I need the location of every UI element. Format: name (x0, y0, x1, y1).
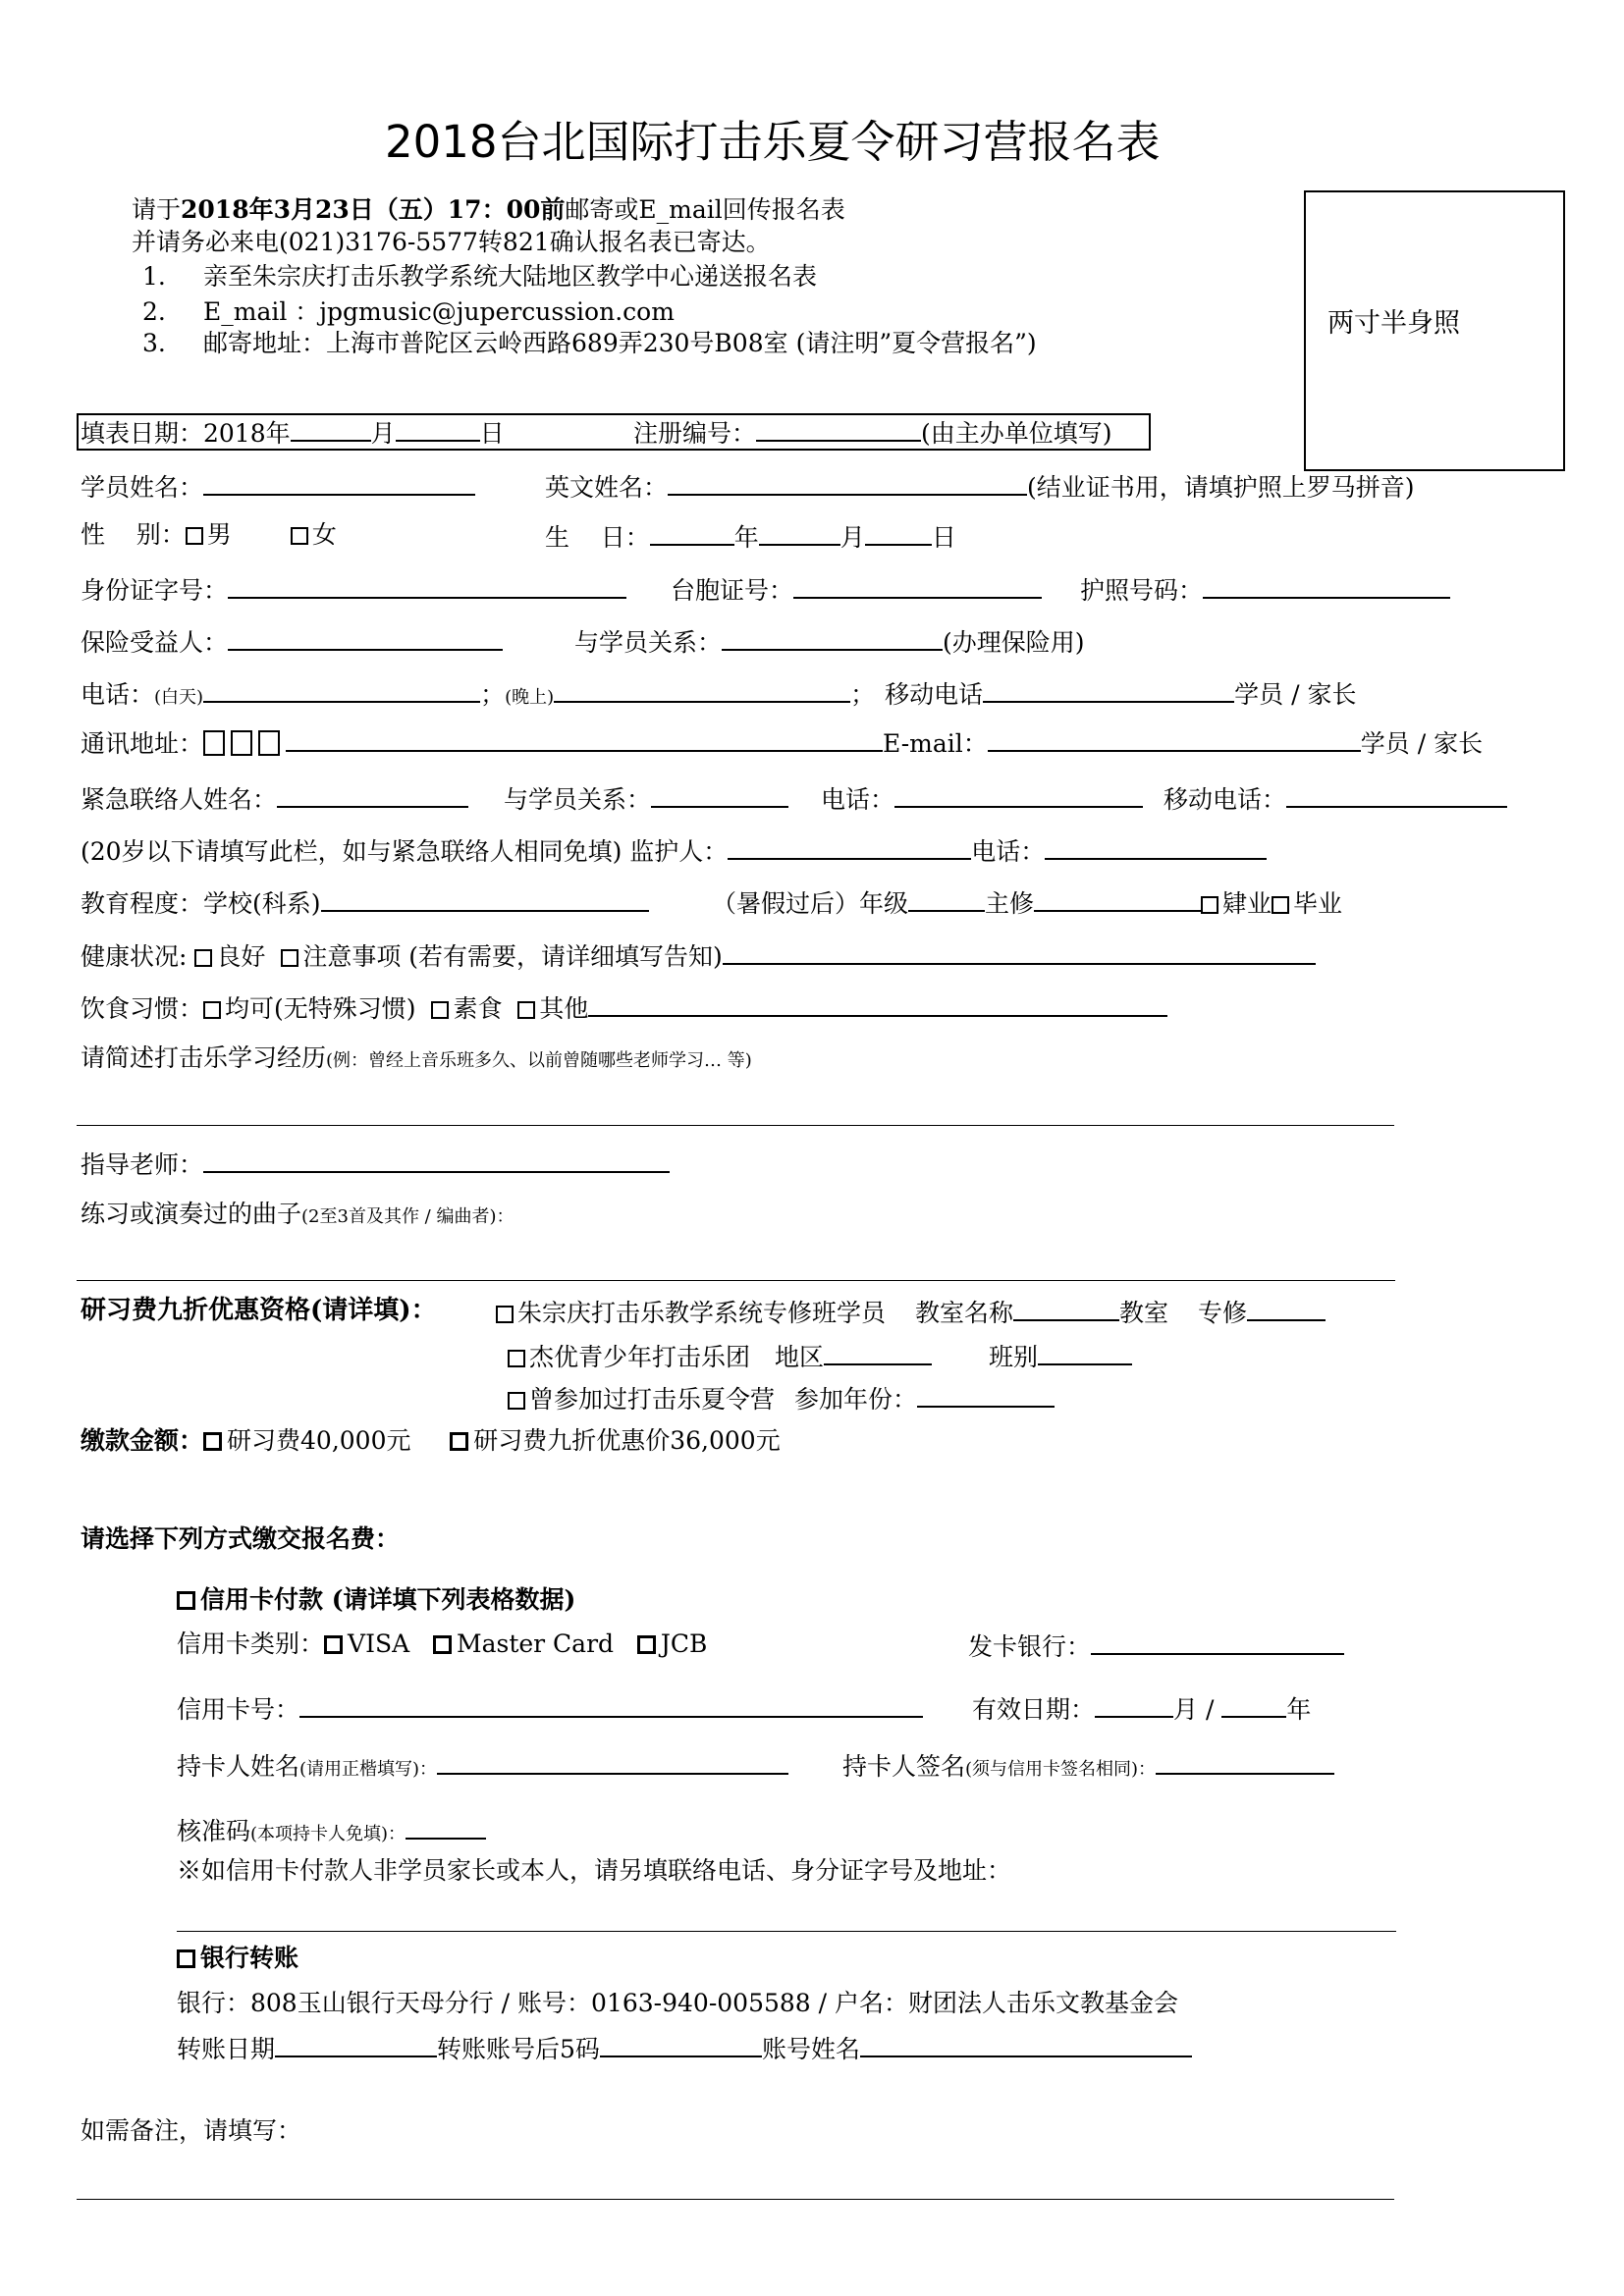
relation-row: 与学员关系： (办理保险用) (574, 625, 1085, 658)
diet-ok-checkbox[interactable] (203, 1001, 221, 1019)
day-field[interactable] (396, 416, 480, 442)
diet-row: 饮食习惯： 均可(无特殊习惯) 素食 其他 (81, 991, 1167, 1024)
discount-label: 研习费九折优惠资格(请详填)： (81, 1296, 437, 1325)
diet-veg-checkbox[interactable] (431, 1001, 449, 1019)
health-row: 健康状况: 良好 注意事项 (若有需要，请详细填写告知) (81, 939, 1316, 972)
account-name-field[interactable] (860, 2032, 1192, 2057)
education-row: 教育程度：学校(科系) (81, 886, 649, 919)
school-field[interactable] (321, 886, 649, 912)
card-type-row: 信用卡类别： VISA Master Card JCB (177, 1629, 708, 1658)
emergency-phone-field[interactable] (894, 782, 1143, 808)
passport-field[interactable] (1203, 573, 1450, 599)
expiry-year-field[interactable] (1221, 1692, 1286, 1718)
intro-item-num: 2. (142, 297, 166, 326)
emergency-relation-field[interactable] (651, 782, 788, 808)
intro-item-num: 1. (142, 262, 166, 291)
diet-other-field[interactable] (588, 991, 1167, 1017)
birth-day-field[interactable] (865, 520, 932, 546)
fee-row: 缴款金额： 研习费40,000元 研习费九折优惠价36,000元 (81, 1426, 781, 1455)
region-field[interactable] (824, 1340, 932, 1365)
pieces-line[interactable] (77, 1280, 1395, 1281)
photo-label: 两寸半身照 (1327, 308, 1460, 339)
teacher-field[interactable] (203, 1148, 670, 1173)
expiry-month-field[interactable] (1095, 1692, 1173, 1718)
gender-row: 性 别： 男 女 (81, 520, 337, 549)
class-field[interactable] (1038, 1340, 1132, 1365)
major-field[interactable] (1034, 886, 1201, 912)
emergency-mobile-row: 移动电话： (1164, 782, 1507, 815)
intro-line-2: 并请务必来电(021)3176-5577转821确认报名表已寄达。 (132, 228, 771, 256)
visa-checkbox[interactable] (324, 1635, 343, 1654)
issuing-bank-field[interactable] (1091, 1629, 1344, 1655)
male-checkbox[interactable] (186, 527, 203, 545)
email-field[interactable] (988, 726, 1361, 752)
student-name-row: 学员姓名： (81, 470, 475, 503)
photo-box (1304, 190, 1565, 471)
remarks-line[interactable] (77, 2199, 1394, 2200)
relation-field[interactable] (722, 625, 943, 651)
english-name-row: 英文姓名： (结业证书用，请填护照上罗马拼音) (545, 470, 1415, 503)
jcb-checkbox[interactable] (637, 1635, 656, 1654)
bank-info: 银行：808玉山银行天母分行 / 账号：0163-940-005588 / 户名：财团法人击乐文教基金会 (177, 1989, 1179, 2017)
tw-permit-field[interactable] (793, 573, 1042, 599)
guardian-row: (20岁以下请填写此栏，如与紧急联络人相同免填) 监护人： 电话： (81, 834, 1267, 867)
beneficiary-row: 保险受益人： (81, 625, 503, 658)
bank-transfer-title: 银行转账 (177, 1944, 298, 1973)
youth-band-checkbox[interactable] (508, 1350, 525, 1367)
tw-permit-row: 台胞证号： (671, 573, 1042, 606)
reg-number-row: 注册编号： (由主办单位填写) (633, 416, 1112, 449)
student-name-field[interactable] (203, 470, 475, 496)
bank-transfer-checkbox[interactable] (177, 1949, 195, 1968)
credit-card-checkbox[interactable] (177, 1591, 195, 1610)
night-phone-field[interactable] (554, 677, 850, 703)
fee-discount-checkbox[interactable] (450, 1432, 468, 1451)
holder-name-row: 持卡人姓名(请用正楷填写)： (177, 1749, 788, 1782)
holder-signature-field[interactable] (1156, 1749, 1334, 1775)
mobile-field[interactable] (983, 677, 1234, 703)
pieces-row: 练习或演奏过的曲子(2至3首及其作 / 编曲者)： (81, 1200, 514, 1228)
cvv-field[interactable] (406, 1814, 486, 1840)
health-good-checkbox[interactable] (194, 949, 212, 967)
intro-item: 邮寄地址：上海市普陀区云岭西路689弄230号B08室 (请注明”夏令营报名”) (203, 329, 1037, 357)
english-name-field[interactable] (668, 470, 1027, 496)
guardian-phone-field[interactable] (1045, 834, 1267, 860)
graduated-checkbox[interactable] (1272, 896, 1289, 914)
id-number-field[interactable] (228, 573, 626, 599)
fill-date-row: 填表日期：2018年 月 日 (81, 416, 505, 449)
reg-number-field[interactable] (756, 416, 921, 442)
health-note-field[interactable] (723, 939, 1316, 965)
health-note-checkbox[interactable] (281, 949, 298, 967)
experience-row: 请简述打击乐学习经历(例：曾经上音乐班多久、以前曾随哪些老师学习… 等) (81, 1043, 752, 1072)
passport-row: 护照号码： (1080, 573, 1450, 606)
beneficiary-field[interactable] (228, 625, 503, 651)
phone-row: 电话：(白天) ；(晚上) ； 移动电话 学员 / 家长 (81, 677, 1356, 710)
address-row: 通讯地址： E-mail： 学员 / 家长 (81, 726, 1483, 759)
member-checkbox[interactable] (496, 1306, 514, 1323)
last5-field[interactable] (600, 2032, 762, 2057)
card-note: ※如信用卡付款人非学员家长或本人，请另填联络电话、身分证字号及地址： (177, 1856, 1012, 1885)
birth-year-field[interactable] (650, 520, 734, 546)
credit-card-title: 信用卡付款 (请详填下列表格数据) (177, 1585, 575, 1615)
emergency-name-row: 紧急联络人姓名： (81, 782, 468, 815)
discount-option-2: 杰优青少年打击乐团 地区 班别 (508, 1340, 1132, 1372)
teacher-row: 指导老师： (81, 1148, 670, 1180)
card-number-row: 信用卡号： (177, 1692, 923, 1725)
intro-item: 亲至朱宗庆打击乐教学系统大陆地区教学中心递送报名表 (203, 262, 818, 291)
experience-line[interactable] (77, 1125, 1394, 1126)
discount-option-3: 曾参加过打击乐夏令营 参加年份： (508, 1382, 1055, 1415)
female-checkbox[interactable] (291, 527, 308, 545)
card-note-line[interactable] (177, 1931, 1396, 1932)
intro-line-1: 请于2018年3月23日（五）17：00前邮寄或E_mail回传报名表 (132, 195, 845, 224)
holder-name-field[interactable] (437, 1749, 788, 1775)
transfer-date-field[interactable] (275, 2032, 437, 2057)
intro-item: E_mail ：jpgmusic@jupercussion.com (203, 297, 675, 326)
address-field[interactable] (286, 726, 883, 752)
cvv-row: 核准码(本项持卡人免填)： (177, 1814, 486, 1846)
birth-month-field[interactable] (759, 520, 840, 546)
emergency-mobile-field[interactable] (1286, 782, 1507, 808)
intro-item-num: 3. (142, 329, 166, 357)
mastercard-checkbox[interactable] (433, 1635, 452, 1654)
discount-option-1: 朱宗庆打击乐教学系统专修班学员 教室名称 教室 专修 (496, 1296, 1326, 1328)
day-phone-field[interactable] (203, 677, 480, 703)
card-number-field[interactable] (299, 1692, 923, 1718)
zip-box[interactable] (258, 730, 280, 756)
zip-box[interactable] (203, 730, 225, 756)
emergency-name-field[interactable] (277, 782, 468, 808)
diet-other-checkbox[interactable] (517, 1001, 535, 1019)
birthday-row: 生 日： 年 月 日 (545, 520, 956, 553)
emergency-relation-row: 与学员关系： (504, 782, 788, 815)
zip-box[interactable] (231, 730, 252, 756)
camp-year-field[interactable] (917, 1382, 1055, 1408)
expiry-row: 有效日期： 月 / 年 (972, 1692, 1311, 1725)
grade-row: （暑假过后）年级 主修 肄业 毕业 (712, 886, 1342, 919)
payment-heading: 请选择下列方式缴交报名费： (81, 1524, 401, 1553)
holder-signature-row: 持卡人签名(须与信用卡签名相同)： (842, 1749, 1334, 1782)
remarks-label: 如需备注，请填写： (81, 2116, 302, 2145)
guardian-field[interactable] (728, 834, 971, 860)
classroom-field[interactable] (1013, 1296, 1119, 1321)
month-field[interactable] (291, 416, 371, 442)
transfer-row: 转账日期 转账账号后5码 账号姓名 (177, 2032, 1192, 2064)
studying-checkbox[interactable] (1201, 896, 1218, 914)
issuing-bank-row: 发卡银行： (968, 1629, 1344, 1662)
grade-field[interactable] (908, 886, 985, 912)
emergency-phone-row: 电话： (821, 782, 1143, 815)
discount-major-field[interactable] (1247, 1296, 1326, 1321)
id-number-row: 身份证字号： (81, 573, 626, 606)
fee-full-checkbox[interactable] (203, 1432, 222, 1451)
page-title: 2018台北国际打击乐夏令研习营报名表 (385, 116, 1161, 168)
past-camp-checkbox[interactable] (508, 1392, 525, 1410)
